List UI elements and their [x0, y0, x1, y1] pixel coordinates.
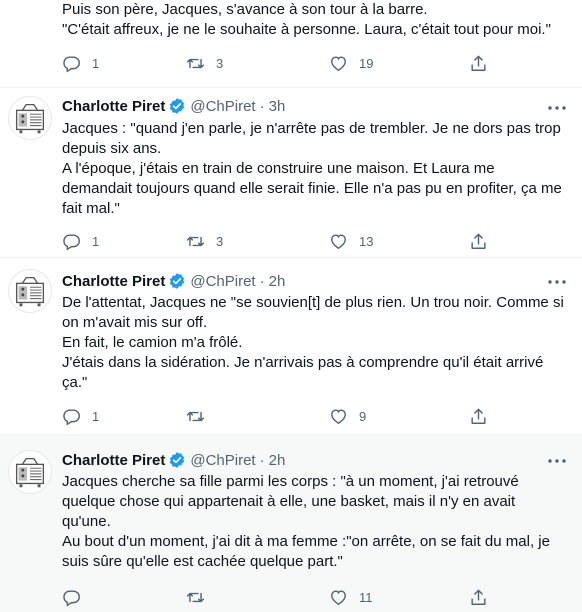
retweet-count: 3: [216, 55, 224, 71]
reply-count: 1: [92, 55, 100, 71]
tweet-actions: [54, 229, 554, 253]
author-handle[interactable]: @ChPiret: [190, 451, 256, 469]
radio-avatar[interactable]: [8, 450, 52, 494]
reply-icon: [62, 54, 81, 73]
share-icon: [469, 232, 488, 251]
verified-badge-icon: [168, 451, 186, 469]
author-name[interactable]: Charlotte Piret: [62, 97, 166, 115]
like-count: 13: [359, 233, 374, 249]
separator-dot: ·: [259, 451, 265, 469]
tweet-header: [62, 449, 285, 471]
reply-icon: [62, 588, 81, 607]
tweet-line: Puis son père, Jacques, s'avance à son tour à la barre.: [62, 1, 428, 18]
retweet-icon: [186, 588, 205, 607]
share-icon: [469, 588, 488, 607]
share-button[interactable]: [469, 229, 488, 253]
tweet-actions: [54, 51, 554, 75]
retweet-icon: [186, 407, 205, 426]
heart-icon: [329, 588, 348, 607]
tweet-line: fait mal.": [62, 200, 120, 217]
timestamp[interactable]: 2h: [268, 272, 286, 290]
like-count: 9: [359, 408, 367, 424]
separator-dot: ·: [259, 272, 265, 290]
tweet-header: [62, 95, 285, 117]
tweet[interactable]: [0, 435, 582, 612]
tweet-header: [62, 270, 285, 292]
verified-badge-icon: [168, 272, 186, 290]
tweet-line: "C'était affreux, je ne le souhaite à personne. Laura, c'était tout pour moi.": [62, 21, 551, 38]
author-name[interactable]: Charlotte Piret: [62, 451, 166, 469]
reply-icon: [62, 407, 81, 426]
timestamp[interactable]: 2h: [268, 451, 286, 469]
more-icon[interactable]: [546, 456, 568, 466]
tweet-line: demandait toujours quand elle serait finie. Elle n'a pas pu en profiter, ça me: [62, 180, 562, 197]
tweet-line: on m'avait mis sur off.: [62, 314, 208, 331]
tweet-line: En fait, le camion m'a frôlé.: [62, 334, 243, 351]
tweet-line: Jacques cherche sa fille parmi les corps : "à un moment, j'ai retrouvé: [62, 473, 519, 490]
tweet-line: Au bout d'un moment, j'ai dit à ma femme :"on arrête, on se fait du mal, je: [62, 533, 550, 550]
author-name[interactable]: Charlotte Piret: [62, 272, 166, 290]
share-button[interactable]: [469, 404, 488, 428]
retweet-button[interactable]: [186, 585, 216, 609]
tweet-text: [62, 119, 572, 219]
like-button[interactable]: [329, 585, 373, 609]
tweet-line: A l'époque, j'étais en train de construire une maison. Et Laura me: [62, 160, 495, 177]
tweet-line: depuis six ans.: [62, 140, 162, 157]
tweet-line: ça.": [62, 374, 88, 391]
like-button[interactable]: [329, 229, 373, 253]
tweet[interactable]: [0, 0, 582, 88]
like-button[interactable]: [329, 404, 366, 428]
verified-badge-icon: [168, 97, 186, 115]
tweet[interactable]: [0, 258, 582, 435]
heart-icon: [329, 232, 348, 251]
author-handle[interactable]: @ChPiret: [190, 97, 256, 115]
retweet-button[interactable]: [186, 404, 216, 428]
heart-icon: [329, 54, 348, 73]
heart-icon: [329, 407, 348, 426]
separator-dot: ·: [259, 97, 265, 115]
like-count: 19: [359, 55, 374, 71]
reply-button[interactable]: [62, 229, 99, 253]
more-icon[interactable]: [546, 277, 568, 287]
share-icon: [469, 54, 488, 73]
retweet-count: 3: [216, 233, 224, 249]
reply-button[interactable]: [62, 404, 99, 428]
retweet-button[interactable]: [186, 51, 223, 75]
tweet-line: J'étais dans la sidération. Je n'arrivais pas à comprendre qu'il était arrivé: [62, 354, 544, 371]
retweet-icon: [186, 232, 205, 251]
tweet-text: [62, 472, 572, 572]
reply-icon: [62, 232, 81, 251]
tweet-line: Jacques : "quand j'en parle, je n'arrête pas de trembler. Je ne dors pas trop: [62, 120, 561, 137]
tweet-actions: [54, 585, 554, 609]
tweet-line: qu'une.: [62, 513, 111, 530]
radio-avatar[interactable]: [8, 96, 52, 140]
retweet-button[interactable]: [186, 229, 223, 253]
reply-button[interactable]: [62, 585, 92, 609]
reply-count: 1: [92, 233, 100, 249]
share-icon: [469, 407, 488, 426]
reply-count: 1: [92, 408, 100, 424]
more-icon[interactable]: [546, 103, 568, 113]
timestamp[interactable]: 3h: [268, 97, 286, 115]
share-button[interactable]: [469, 585, 488, 609]
tweet-text: [62, 0, 572, 40]
like-button[interactable]: [329, 51, 373, 75]
radio-avatar[interactable]: [8, 269, 52, 313]
tweet-text: [62, 293, 572, 393]
reply-button[interactable]: [62, 51, 99, 75]
tweet-line: suis sûre qu'elle est cachée quelque part.": [62, 553, 343, 570]
tweet-line: quelque chose qui appartenait à elle, une basket, mais il n'y en avait: [62, 493, 516, 510]
author-handle[interactable]: @ChPiret: [190, 272, 256, 290]
tweet-line: De l'attentat, Jacques ne "se souvien[t] de plus rien. Un trou noir. Comme si: [62, 294, 564, 311]
like-count: 11: [359, 589, 373, 605]
tweet[interactable]: [0, 88, 582, 258]
retweet-icon: [186, 54, 205, 73]
tweet-actions: [54, 404, 554, 428]
share-button[interactable]: [469, 51, 488, 75]
